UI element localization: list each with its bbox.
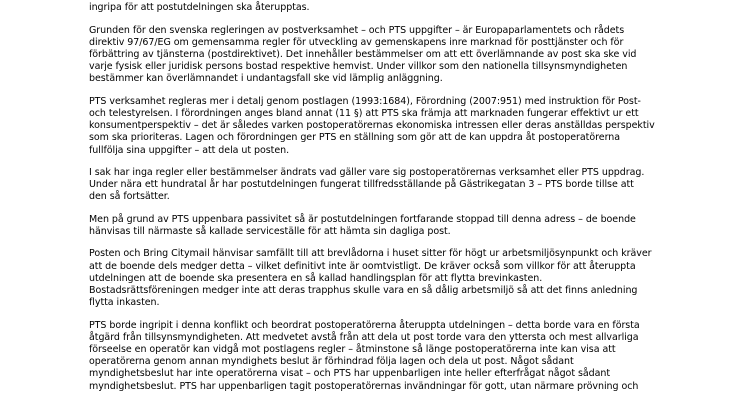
text-line: och telestyrelsen. I förordningen anges bland annat (11 §) att PTS ska främja att marknaden fungerar effektivt ur ett xyxy=(89,108,639,119)
paragraph-pts-should-intervene xyxy=(89,320,664,393)
text-line: utdelningen att de boende ska presentera en så kallad handlingsplan för att flytta brevinkasten. xyxy=(89,272,543,284)
text-line: åtgärd från tillsynsmyndigheten. Att medvetet avstå från att dela ut post torde vara den yttersta och mest allvarliga xyxy=(89,331,639,343)
text-line: fullfölja sina uppgifter – att dela ut posten. xyxy=(89,144,290,156)
text-line: Posten och Bring Citymail hänvisar samfällt till att brevlådorna i huset sitter för högt ur arbetsmiljösynpunkt och kräver xyxy=(89,248,652,260)
text-line: flytta inkasten. xyxy=(89,297,160,309)
text-line: den så fortsätter. xyxy=(89,191,170,203)
paragraph-regulation-basis xyxy=(89,25,664,86)
paragraph-intro xyxy=(89,0,664,14)
text-line: myndighetsbeslut. PTS har uppenbarligen tagit postoperatörernas invändningar för gott, utan närmare prövning och xyxy=(89,380,639,392)
text-line: I sak har inga regler eller bestämmelser ändrats vad gäller vare sig postoperatörernas verksamhet eller PTS uppdrag. xyxy=(89,167,645,178)
text-line: Grunden för den svenska regleringen av postverksamhet – och PTS uppgifter – är Europaparlamentets och rådets xyxy=(89,24,625,36)
text-line: Under nära ett hundratal år har postutdelningen fungerat tillfredsställande på Gästrikegatan 3 – PTS borde tillse att xyxy=(89,179,634,191)
text-line: Men på grund av PTS uppenbara passivitet så är postutdelningen fortfarande stoppad till denna adress – de boende xyxy=(89,213,636,225)
text-line: varje fysisk eller juridisk persons bostad respektive hemvist. Under villkor som den nationella tillsynsmyndigheten xyxy=(89,61,628,73)
paragraph-passivity xyxy=(89,214,664,238)
text-line: PTS verksamhet regleras mer i detalj genom postlagen (1993:1684), Förordning (2007:951) med instruktion för Post- xyxy=(89,95,641,107)
text-line: ingripa för att postutdelningen ska återupptas. xyxy=(89,2,310,14)
text-line: PTS borde ingripit i denna konflikt och beordrat postoperatörerna återuppta utdelningen – detta borde vara en första xyxy=(89,319,640,331)
text-line: operatörerna genom annan myndighets beslut är förhindrad följa lagen och dela ut post. Något sådant xyxy=(89,356,574,368)
text-line: förbättring av tjänsterna (postdirektivet). Det innehåller bestämmelser om att ett överlämnande av post ska ske vid xyxy=(89,49,637,60)
paragraph-mailbox-height xyxy=(89,248,664,309)
document-page xyxy=(89,0,664,403)
text-line: myndighetsbeslut har inte operatörerna visat – och PTS har uppenbarligen inte heller efterfrågat något sådant xyxy=(89,368,611,380)
text-line: Bostadsrättsföreningen medger inte att deras trapphus skulle vara en så dålig arbetsmiljö så att det finns anledning xyxy=(89,285,638,296)
text-line: som ska prioriteras. Lagen och förordningen ger PTS en ställning som gör att de kan uppdra åt postoperatörerna xyxy=(89,132,620,144)
text-line: bestämmer kan överlämnandet i undantagsfall ske vid lämplig anläggning. xyxy=(89,73,443,85)
text-line: konsumentperspektiv – det är således varken postoperatörernas ekonomiska intressen eller deras anställdas perspektiv xyxy=(89,120,655,132)
text-line: förseelse en operatör kan vidgå mot postlagens regler – åtminstone så länge postoperatörerna inte kan visa att xyxy=(89,344,616,355)
text-line: hänvisas till närmaste så kallade serviceställe för att hämta sin dagliga post. xyxy=(89,226,451,237)
text-line: direktiv 97/67/EG om gemensamma regler för utveckling av gemenskapens inre marknad för posttjänster och för xyxy=(89,36,624,48)
paragraph-pts-regulation xyxy=(89,96,664,157)
paragraph-no-changes xyxy=(89,167,664,204)
text-line: att de boende dels medger detta – vilket definitivt inte är oomtvistligt. De kräver också som villkor för att återuppta xyxy=(89,260,636,272)
